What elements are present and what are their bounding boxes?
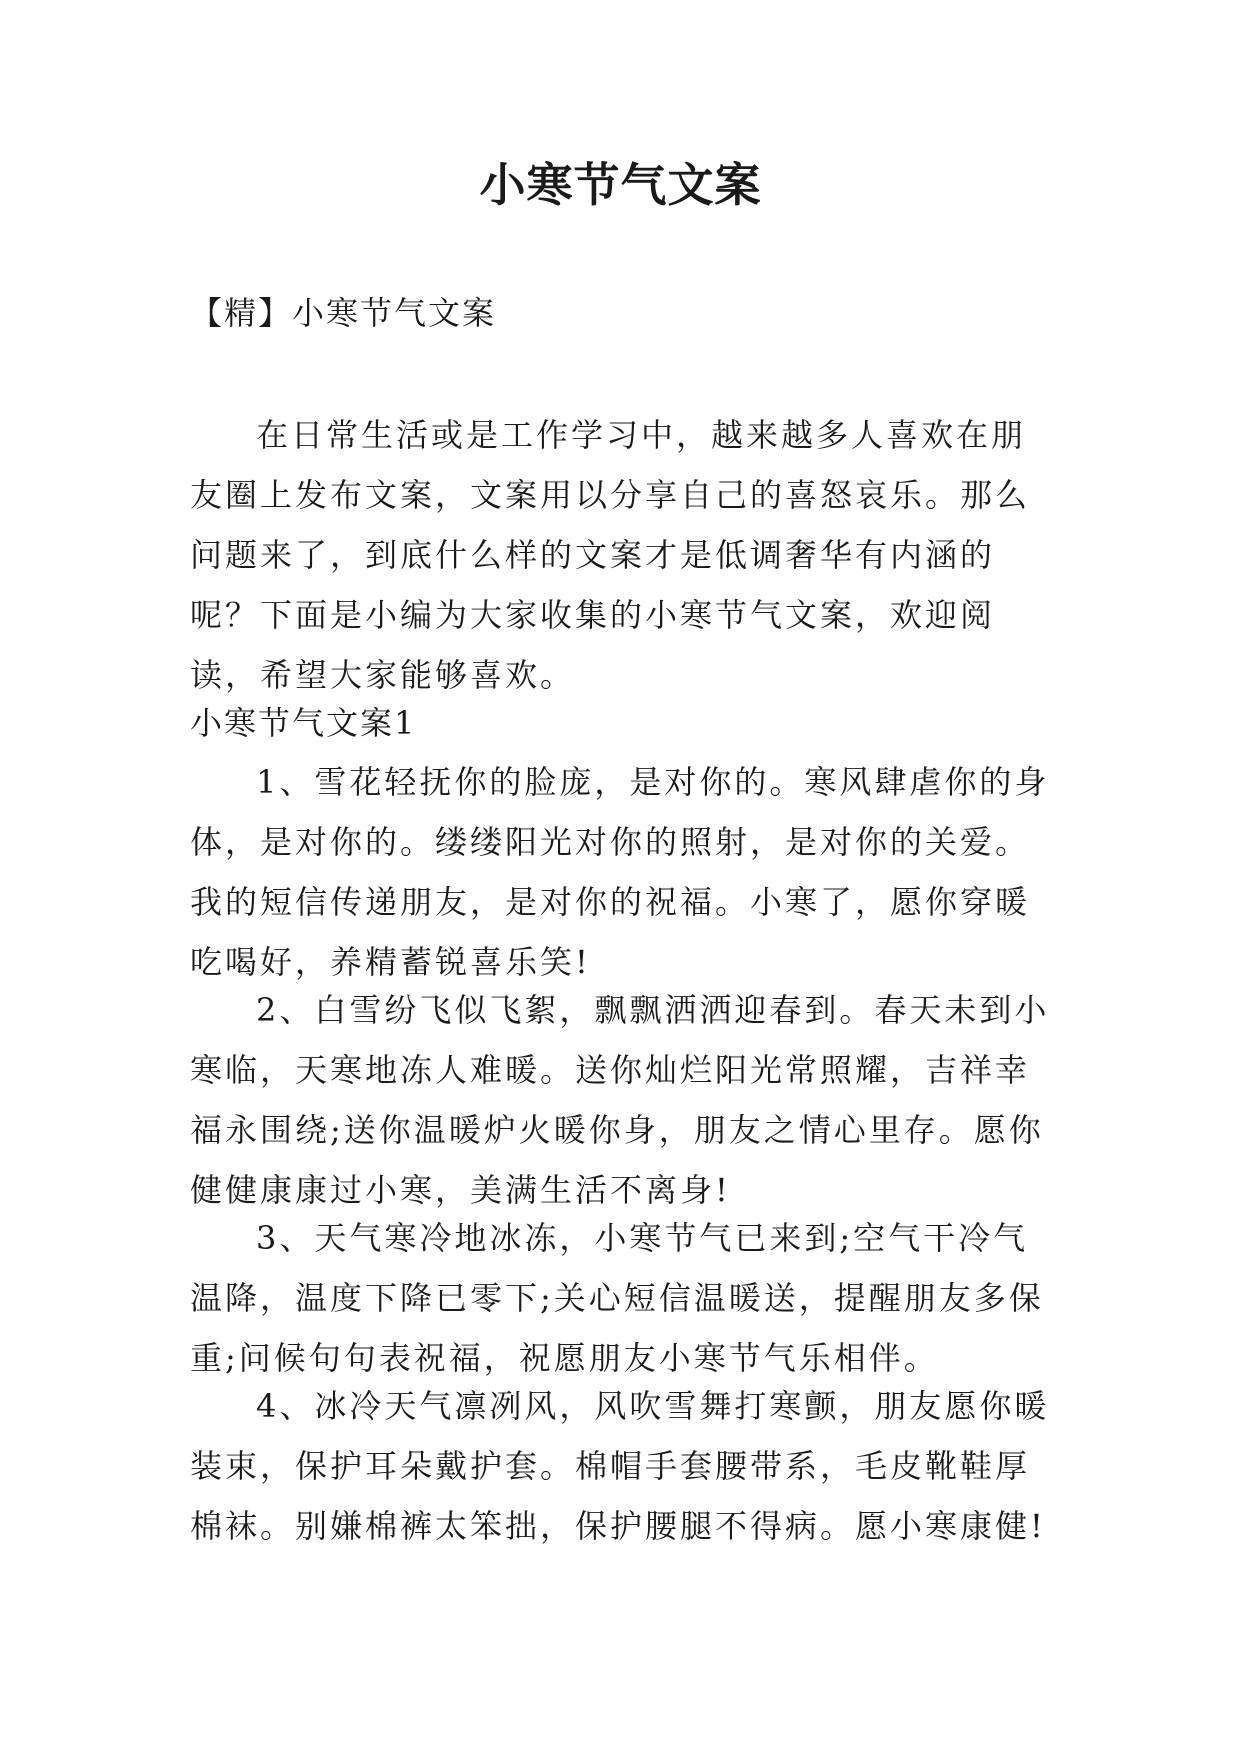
list-item: 1、雪花轻抚你的脸庞，是对你的。寒风肆虐你的身体，是对你的。缕缕阳光对你的照射，是对你的关爱。我的短信传递朋友，是对你的祝福。小寒了，愿你穿暖吃喝好，养精蓄锐喜乐笑! (190, 763, 1050, 981)
document-subtitle: 【精】小寒节气文案 (190, 294, 497, 332)
list-item: 2、白雪纷飞似飞絮，飘飘洒洒迎春到。春天未到小寒临，天寒地冻人难暖。送你灿烂阳光常照耀，吉祥幸福永围绕;送你温暖炉火暖你身，朋友之情心里存。愿你健健康康过小寒，美满生活不离身! (190, 991, 1050, 1209)
list-item: 4、冰冷天气凛冽风，风吹雪舞打寒颤，朋友愿你暖装束，保护耳朵戴护套。棉帽手套腰带系，毛皮靴鞋厚棉袜。别嫌棉裤太笨拙，保护腰腿不得病。愿小寒康健! (190, 1387, 1050, 1545)
list-item: 3、天气寒冷地冰冻，小寒节气已来到;空气干冷气温降，温度下降已零下;关心短信温暖送，提醒朋友多保重;问候句句表祝福，祝愿朋友小寒节气乐相伴。 (190, 1219, 1044, 1377)
section-heading: 小寒节气文案1 (190, 704, 417, 742)
intro-paragraph: 在日常生活或是工作学习中，越来越多人喜欢在朋友圈上发布文案，文案用以分享自己的喜怒哀乐。那么问题来了，到底什么样的文案才是低调奢华有内涵的呢？下面是小编为大家收集的小寒节气文案，欢迎阅读，希望大家能够喜欢。 (190, 416, 1031, 694)
document-title: 小寒节气文案 (479, 158, 762, 212)
